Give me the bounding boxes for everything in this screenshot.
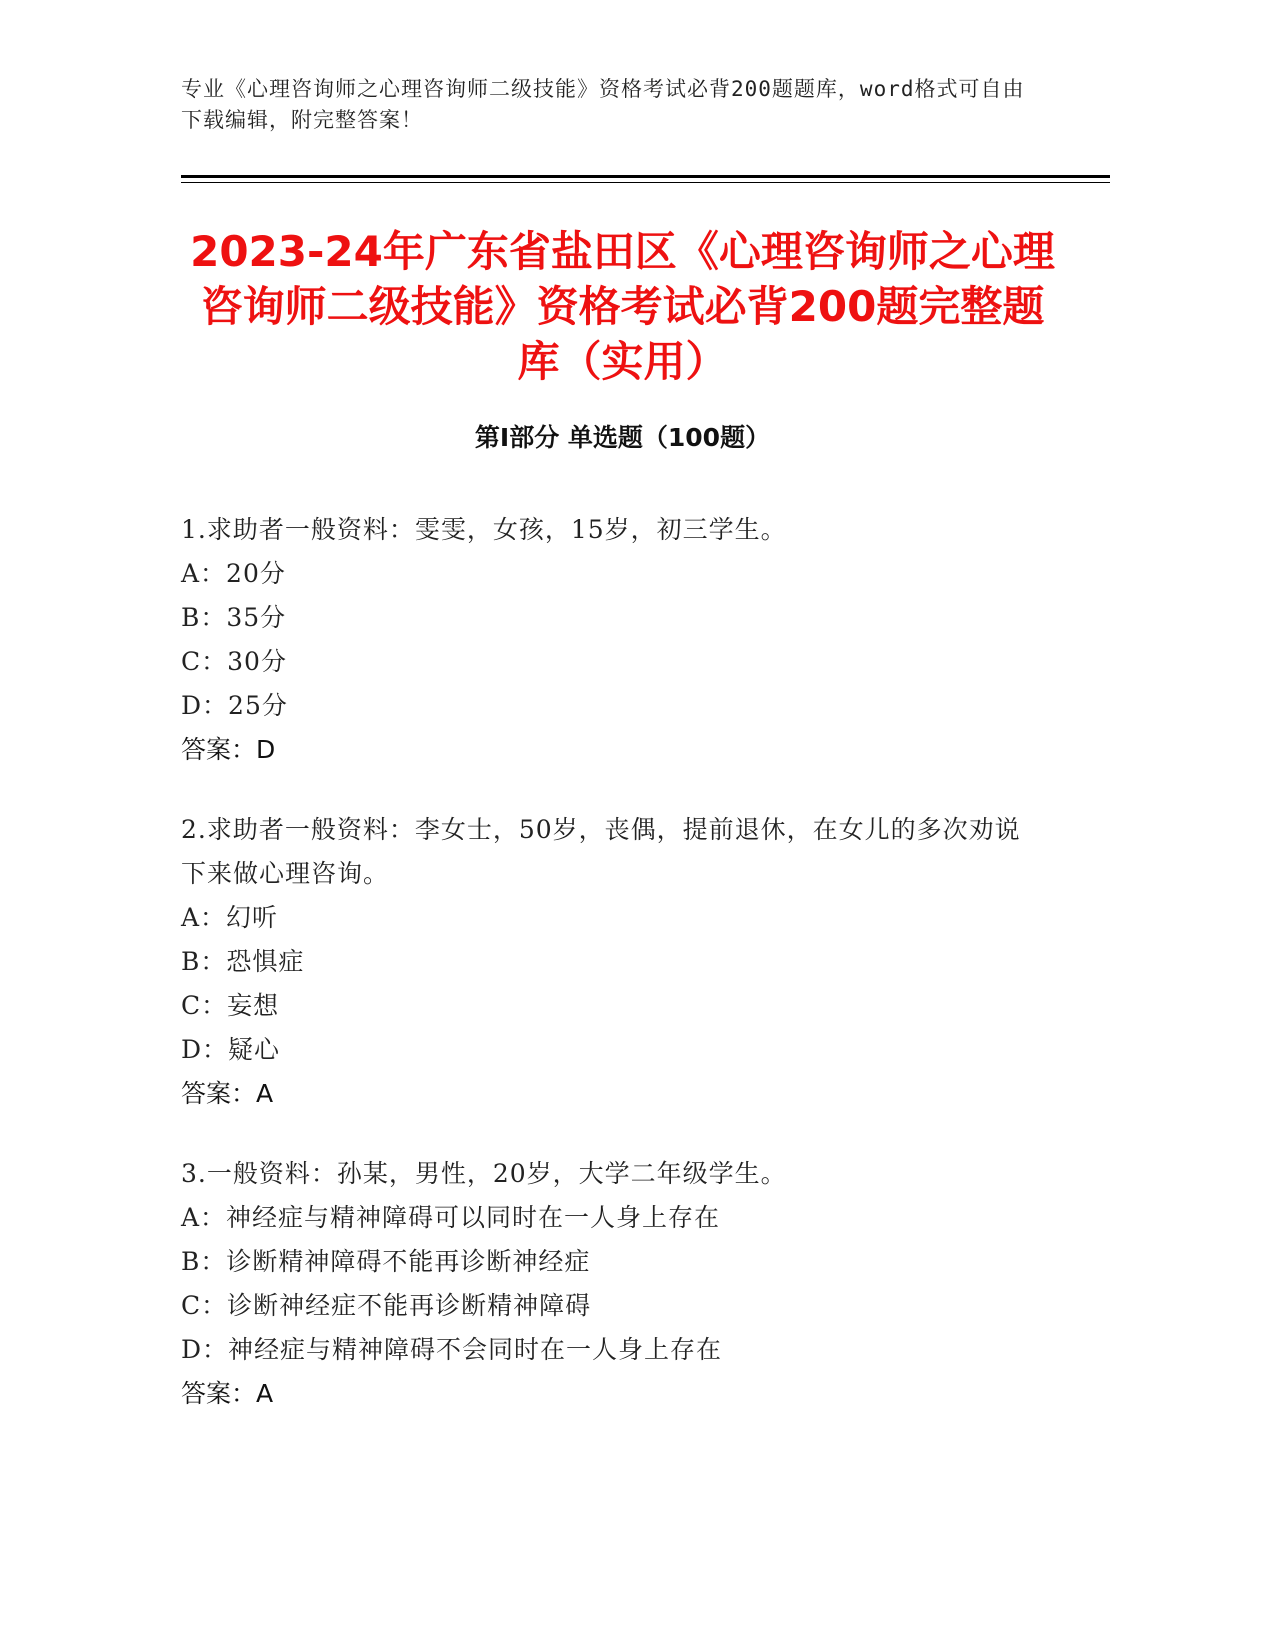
- option-d: D：神经症与精神障碍不会同时在一人身上存在: [181, 1335, 723, 1364]
- question-stem: 1.求助者一般资料：雯雯，女孩，15岁，初三学生。: [181, 515, 787, 544]
- option-a: A：20分: [181, 559, 286, 588]
- header-rule-thin: [181, 182, 1110, 183]
- question-list: [181, 508, 1041, 1452]
- option-a: A：神经症与精神障碍可以同时在一人身上存在: [181, 1203, 721, 1232]
- section-title: 第Ⅰ部分 单选题（100题）: [474, 423, 771, 452]
- question-stem: 3.一般资料：孙某，男性，20岁，大学二年级学生。: [181, 1159, 787, 1188]
- option-c: C：诊断神经症不能再诊断精神障碍: [181, 1291, 592, 1320]
- answer: 答案：D: [181, 735, 276, 764]
- option-a: A：幻听: [181, 903, 279, 932]
- answer: 答案：A: [181, 1379, 274, 1408]
- option-d: D：疑心: [181, 1035, 281, 1064]
- header-note: 专业《心理咨询师之心理咨询师二级技能》资格考试必背200题题库，word格式可自由下载编辑，附完整答案！: [181, 77, 1025, 132]
- question-1: [181, 508, 1041, 772]
- option-c: C：妄想: [181, 991, 280, 1020]
- option-b: B：诊断精神障碍不能再诊断神经症: [181, 1247, 591, 1276]
- option-b: B：恐惧症: [181, 947, 305, 976]
- question-2: [181, 808, 1041, 1116]
- question-stem: 2.求助者一般资料：李女士，50岁，丧偶，提前退休，在女儿的多次劝说下来做心理咨询。: [181, 815, 1021, 888]
- document-title: 2023-24年广东省盐田区《心理咨询师之心理咨询师二级技能》资格考试必背200题完整题库（实用）: [190, 227, 1055, 386]
- question-3: [181, 1152, 1041, 1416]
- header-rule-thick: [181, 175, 1110, 178]
- option-c: C：30分: [181, 647, 287, 676]
- answer: 答案：A: [181, 1079, 274, 1108]
- option-d: D：25分: [181, 691, 288, 720]
- option-b: B：35分: [181, 603, 287, 632]
